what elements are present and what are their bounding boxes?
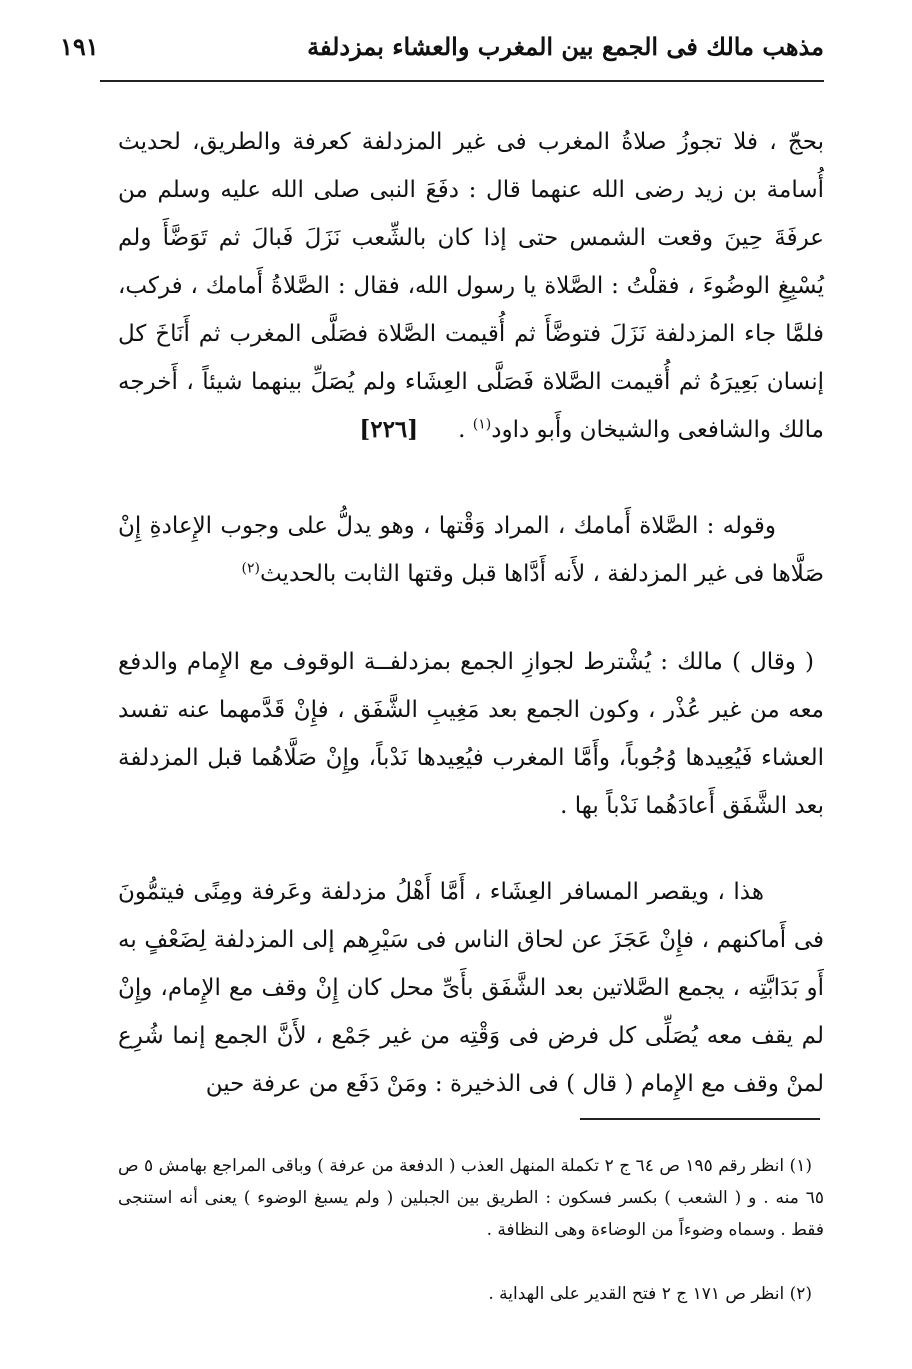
paragraph-3-text: ( وقال ) مالك : يُشْترط لجوازِ الجمع بمزدلفــة الوقوف مع الإِمام والدفع معه من غير عُذْر ، وكون الجمع بعد مَغِيبِ الشَّفَق ، فإِنْ قَدَّمهما عنه تفسد العشاء فَيُعِيدها وُجُوباً، وأَمَّا المغرب فيُعِيدها نَدْباً، وإِنْ صَلَّاهُما قبل المزدلفة بعد الشَّفَق أَعادَهُما نَدْباً بها .: [118, 649, 824, 819]
hadith-reference-number: [٢٢٦]: [359, 416, 419, 443]
header-divider: [100, 80, 824, 82]
page-number: ١٩١: [60, 32, 99, 61]
main-text: [118, 118, 824, 1156]
page-header: [60, 30, 824, 72]
paragraph-4: [118, 868, 824, 1156]
footnote-1: (١) انظر رقم ١٩٥ ص ٦٤ ج ٢ تكملة المنهل العذب ( الدفعة من عرفة ) وباقى المراجع بهامش ٥ ص ٦٥ منه . و ( الشعب ) بكسر فسكون : الطريق بين الجبلين ( ولم يسبغ الوضوء ) يعنى أنه استنجى فقط . وسماه وضوءاً من الوضاءة وهى النظافة .: [118, 1156, 824, 1240]
paragraph-2: [118, 502, 824, 610]
paragraph-1-text: بحجّ ، فلا تجوزُ صلاةُ المغرب فى غير المزدلفة كعرفة والطريق، لحديث أُسامة بن زيد رضى الله عنهما قال : دفَعَ النبى صلى الله عليه وسلم من عرفَةَ حِينَ وقعت الشمس حتى إذا كان بالشِّعب نَزَلَ فَبالَ ثم تَوَضَّأَ ولم يُسْبِغِ الوضُوءَ ، فقلْتُ : الصَّلاة يا رسول الله، فقال : الصَّلاةُ أَمامك ، فركب، فلمَّا جاء المزدلفة نَزَلَ فتوضَّأَ ثم أُقيمت الصَّلاة فصَلَّى المغرب ثم أَنَاخَ كل إنسان بَعِيرَهُ ثم أُقيمت الصَّلاة فَصَلَّى العِشَاء ولم يُصَلِّ بينهما شيئاً ، أَخرجه مالك والشافعى والشيخان وأَبو داود: [118, 129, 824, 443]
paragraph-4-text: هذا ، ويقصر المسافر العِشَاء ، أَمَّا أَهْلُ مزدلفة وعَرفة ومِنًى فيتمُّونَ فى أَماكنهم ، فإِنْ عَجَزَ عن لحاق الناس فى سَيْرِهم إلى المزدلفة لِضَعْفٍ به أَو بَدَابَّتِه ، يجمع الصَّلاتين بعد الشَّفَق بأَىِّ محل كان إِنْ وقف مع الإِمام، وإِنْ لم يقف معه يُصَلِّى كل فرض فى وَقْتِه من غير جَمْع ، لأَنَّ الجمع إنما شُرِع لمنْ وقف مع الإِمام ( قال ) فى الذخيرة : ومَنْ دَفَع من عرفة حين: [118, 879, 824, 1097]
footnote-2: (٢) انظر ص ١٧١ ج ٢ فتح القدير على الهداية .: [488, 1284, 812, 1304]
running-title: مذهب مالك فى الجمع بين المغرب والعشاء بمزدلفة: [307, 32, 824, 61]
paragraph-3: [118, 638, 824, 834]
footnote-marker-1: (١): [472, 416, 492, 433]
paragraph-2-text: وقوله : الصَّلاة أَمامك ، المراد وَقْتها ، وهو يدلُّ على وجوب الإِعادةِ إِنْ صَلَّاها فى غير المزدلفة ، لأَنه أَدَّاها قبل وقتها الثابت بالحديث: [118, 513, 824, 587]
footnote-divider: [580, 1118, 820, 1120]
paragraph-1-end: .: [458, 417, 473, 443]
paragraph-1: [118, 118, 824, 490]
footnote-marker-2: (٢): [241, 560, 260, 577]
footnotes: [118, 1150, 824, 1310]
